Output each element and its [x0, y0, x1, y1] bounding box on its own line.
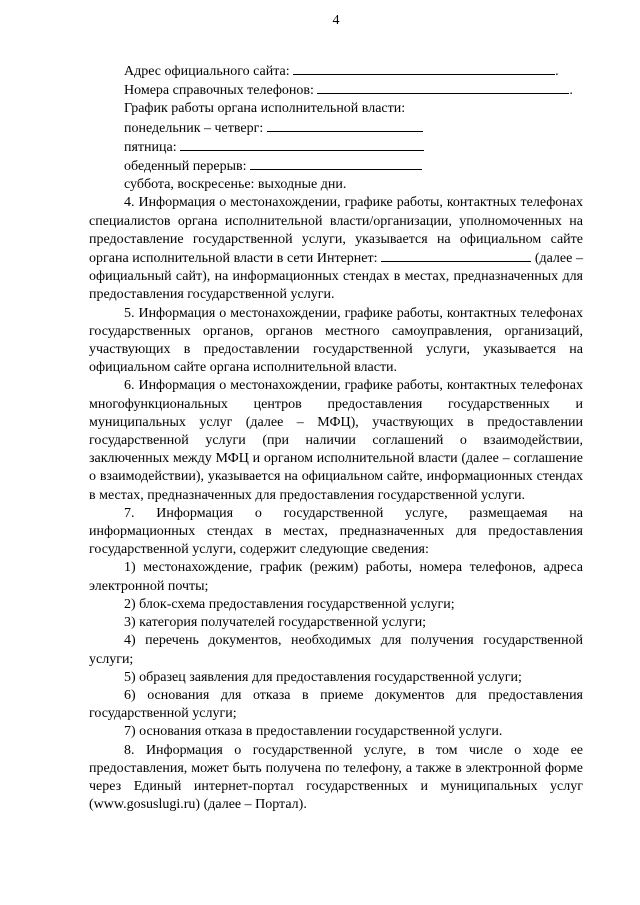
lunch-label: обеденный перерыв: [124, 159, 247, 175]
document-page [89, 12, 583, 814]
paragraph-7: 7. Информация о государственной услуге, размещаемая на информационных стендах в местах, предназначенных для предоставления государственной услуги, содержит следующие сведения: [89, 505, 583, 558]
list-item-2: 2) блок-схема предоставления государственной услуги; [124, 596, 455, 612]
paragraph-4-text: 4. Информация о местонахождении, графике работы, контактных телефонах специалистов органа исполнительной власти/организации, уполномоченных на предоставление государственной услуги, указывается на официальном сайте органа исполнительной власти в сети Интернет: [89, 195, 583, 267]
mon-thu-label: понедельник – четверг: [124, 120, 264, 136]
paragraph-5: 5. Информация о местонахождении, графике работы, контактных телефонах государственных органов, органов местного самоуправления, организаций, участвующих в предоставлении государственной услуги, указывается на официальном сайте органа исполнительной власти. [89, 305, 583, 376]
list-item-6: 6) основания для отказа в приеме документов для предоставления государственной услуги; [89, 687, 583, 722]
lunch-row [89, 157, 583, 176]
lunch-blank [250, 157, 422, 170]
friday-label: пятница: [124, 139, 177, 155]
website-row [89, 62, 583, 81]
list-item-4: 4) перечень документов, необходимых для получения государственной услуги; [89, 633, 583, 667]
phones-end: . [569, 83, 573, 99]
list-item-1: 1) местонахождение, график (режим) работы, номера телефонов, адреса электронной почты; [89, 560, 583, 594]
list-item-7: 7) основания отказа в предоставлении государственной услуги. [124, 724, 503, 740]
mon-thu-blank [267, 119, 423, 132]
page-number: 4 [332, 13, 340, 28]
schedule-label: График работы органа исполнительной власти: [124, 101, 406, 117]
paragraph-4-tail: (далее – официальный сайт), на информационных стендах в местах, предназначенных для предоставления государственной услуги. [89, 251, 583, 303]
mon-thu-row [89, 119, 583, 138]
weekend-text: суббота, воскресенье: выходные дни. [124, 177, 347, 193]
website-label: Адрес официального сайта: [124, 64, 290, 79]
list-item-3: 3) категория получателей государственной услуги; [124, 615, 427, 631]
friday-blank [180, 138, 424, 151]
paragraph-4-blank [381, 249, 531, 262]
phones-row [89, 81, 583, 100]
paragraph-6: 6. Информация о местонахождении, графике работы, контактных телефонах многофункциональных центров предоставления государственных и муниципальных услуг (далее – МФЦ), участвующих в предоставлении государственной услуги (при наличии соглашений о взаимодействии, заключенных между МФЦ и органом исполнительной власти (далее – соглашение о взаимодействии), указывается на официальном сайте, информационных стендах в местах, предназначенных для предоставления государственной услуги. [89, 378, 583, 503]
website-end: . [555, 64, 559, 79]
website-blank [293, 62, 555, 75]
phones-label: Номера справочных телефонов: [124, 83, 314, 99]
friday-row [89, 138, 583, 157]
paragraph-4 [89, 194, 583, 304]
contacts-block [89, 62, 583, 194]
phones-blank [317, 81, 569, 94]
paragraph-8: 8. Информация о государственной услуге, в том числе о ходе ее предоставления, может быть получена по телефону, а также в электронной форме через Единый интернет-портал государственных и муниципальных услуг (www.gosuslugi.ru) (далее – Портал). [89, 742, 583, 813]
list-item-5: 5) образец заявления для предоставления государственной услуги; [124, 669, 522, 685]
